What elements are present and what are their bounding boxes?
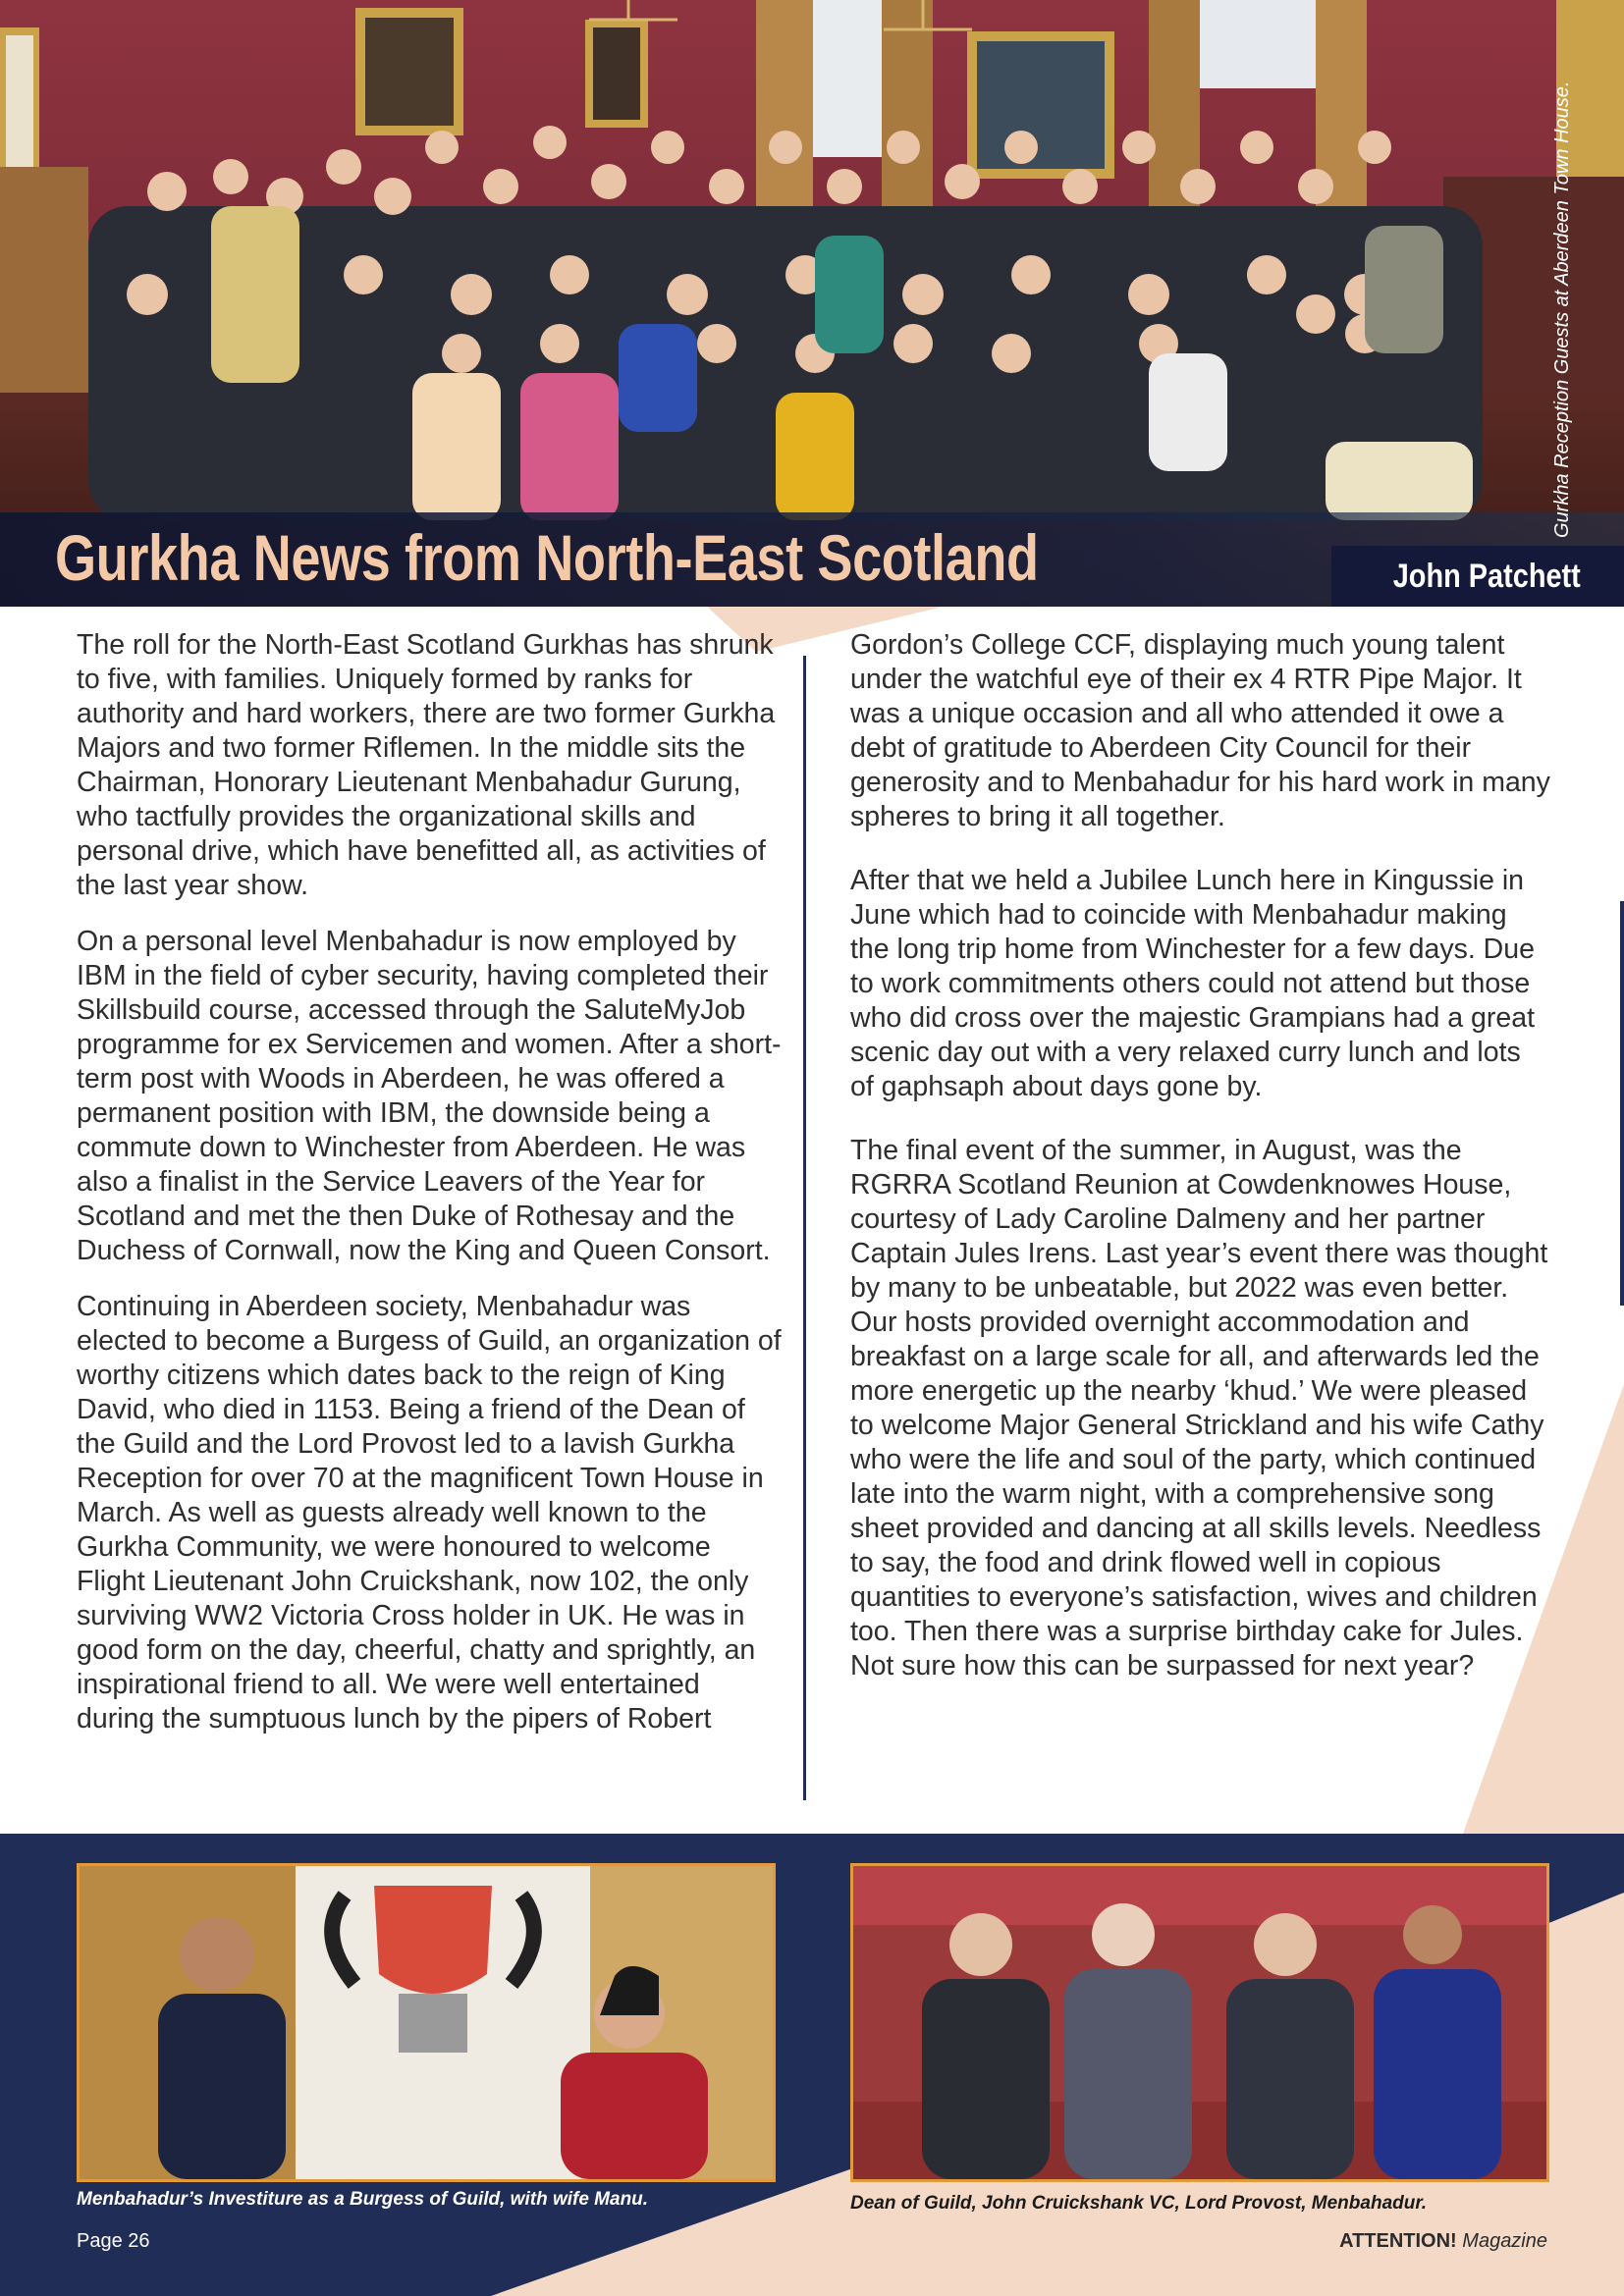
investiture-photo <box>77 1863 776 2182</box>
right-column <box>850 628 1551 1713</box>
left-photo-caption: Menbahadur’s Investiture as a Burgess of Guild, with wife Manu. <box>77 2189 649 2210</box>
left-column <box>77 628 784 1758</box>
page-number: Page 26 <box>77 2230 150 2252</box>
right-photo-caption: Dean of Guild, John Cruickshank VC, Lord Provost, Menbahadur. <box>850 2193 1427 2214</box>
paragraph: Gordon’s College CCF, displaying much young talent under the watchful eye of their ex 4 RTR Pipe Major. It was a unique occasion and all who attended it owe a debt of gratitude to Aberdeen City Council for their generosity and to Menbahadur for his hard work in many spheres to bring it all together. <box>850 629 1550 832</box>
paragraph: The roll for the North-East Scotland Gurkhas has shrunk to five, with families. Uniquely formed by ranks for authority and hard workers, there are two former Gurkha Majors and two former Riflemen. In the middle sits the Chairman, Honorary Lieutenant Menbahadur Gurung, who tactfully provides the organizational skills and personal drive, which have benefitted all, as activities of the last year show. <box>77 629 776 901</box>
photo-credit: Gurkha Reception Guests at Aberdeen Town House. <box>1551 80 1573 538</box>
column-divider <box>803 656 806 1800</box>
dignitaries-photo <box>850 1863 1549 2182</box>
article-title: Gurkha News from North-East Scotland <box>55 521 1039 594</box>
paragraph: On a personal level Menbahadur is now employed by IBM in the field of cyber security, having completed their Skillsbuild course, accessed through the SaluteMyJob programme for ex Servicemen and women. After a short-term post with Woods in Aberdeen, he was offered a permanent position with IBM, the downside being a commute down to Winchester from Aberdeen. He was also a finalist in the Service Leavers of the Year for Scotland and met the then Duke of Rothesay and the Duchess of Cornwall, now the King and Queen Consort. <box>77 926 782 1266</box>
paragraph: The final event of the summer, in August, was the RGRRA Scotland Reunion at Cowdenknowes House, courtesy of Lady Caroline Dalmeny and her partner Captain Jules Irens. Last year’s event there was thought by many to be unbeatable, but 2022 was even better. Our hosts provided overnight accommodation and breakfast on a large scale for all, and afterwards led the more energetic up the nearby ‘khud.’ We were pleased to welcome Major General Strickland and his wife Cathy who were the life and soul of the party, which continued late into the warm night, with a comprehensive song sheet provided and dancing at all skills levels. Needless to say, the food and drink flowed well in copious quantities to everyone’s satisfaction, wives and children too. Then there was a surprise birthday cake for Jules. Not sure how this can be surpassed for next year? <box>850 1135 1548 1682</box>
author-name: John Patchett <box>1392 558 1581 595</box>
magazine-name <box>1339 2230 1547 2253</box>
magazine-name-italic: Magazine <box>1462 2230 1547 2252</box>
edge-line <box>1620 901 1624 1306</box>
paragraph: After that we held a Jubilee Lunch here in Kingussie in June which had to coincide with Menbahadur making the long trip home from Winchester for a few days. Due to work commitments others could not attend but those who did cross over the majestic Grampians had a great scenic day out with a very relaxed curry lunch and lots of gaphsaph about days gone by. <box>850 865 1535 1102</box>
magazine-name-bold: ATTENTION! <box>1339 2230 1457 2252</box>
paragraph: Continuing in Aberdeen society, Menbahadur was elected to become a Burgess of Guild, an organization of worthy citizens which dates back to the reign of King David, who died in 1153. Being a friend of the Dean of the Guild and the Lord Provost led to a lavish Gurkha Reception for over 70 at the magnificent Town House in March. As well as guests already well known to the Gurkha Community, we were honoured to welcome Flight Lieutenant John Cruickshank, now 102, the only surviving WW2 Victoria Cross holder in UK. He was in good form on the day, cheerful, chatty and sprightly, an inspirational friend to all. We were well entertained during the sumptuous lunch by the pipers of Robert <box>77 1291 782 1735</box>
